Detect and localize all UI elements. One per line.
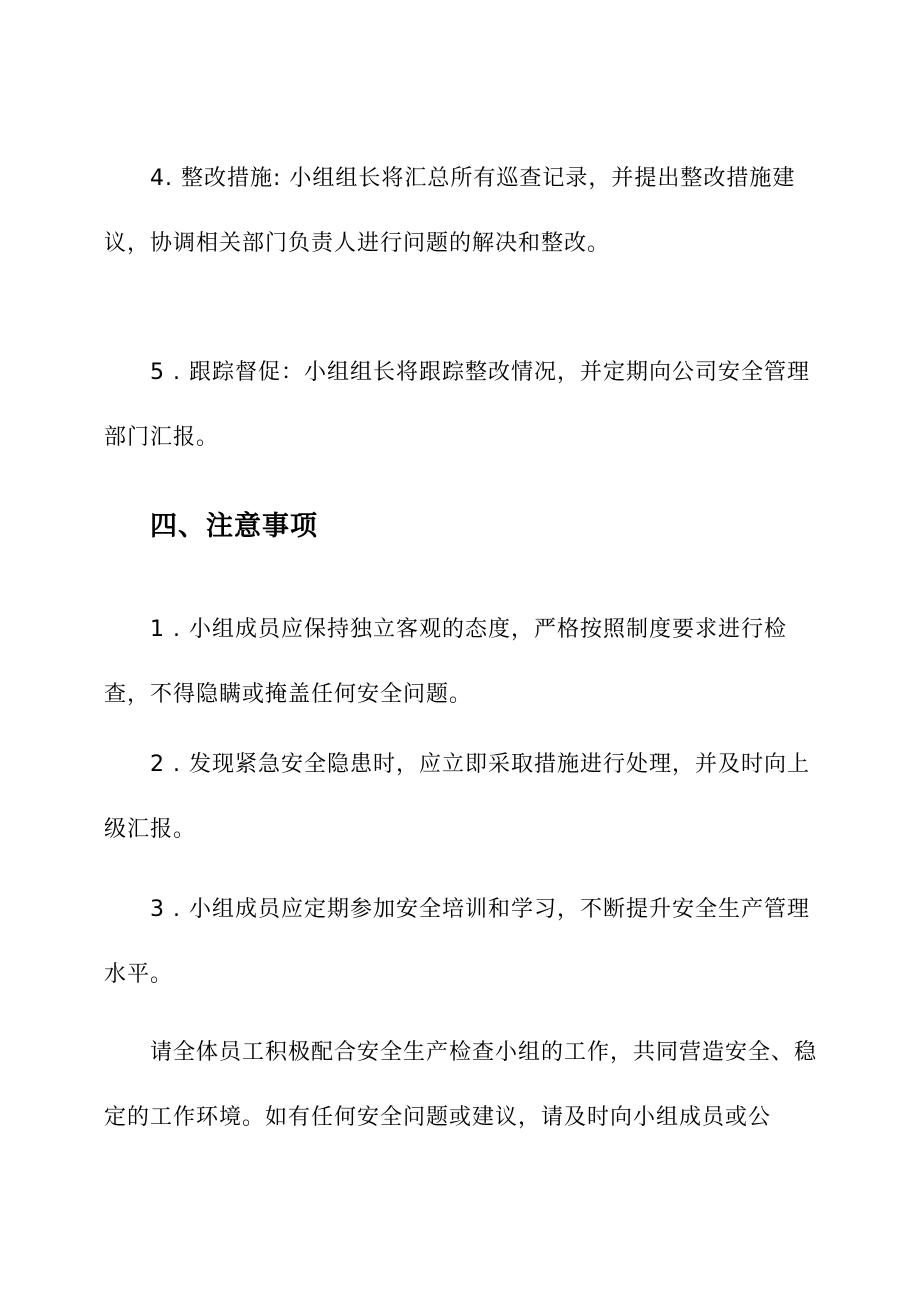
section-heading-notes: 四、注意事项 <box>150 511 318 542</box>
closing-paragraph: 请全体员工积极配合安全生产检查小组的工作，共同营造安全、稳定的工作环境。如有任何安全问题或建议，请及时向小组成员或公 <box>104 1040 818 1130</box>
note-item-2: 2 . 发现紧急安全隐患时，应立即采取措施进行处理，并及时向上级汇报。 <box>104 752 810 842</box>
note-item-1: 1 . 小组成员应保持独立客观的态度，严格按照制度要求进行检查，不得隐瞒或掩盖任何安全问题。 <box>104 617 787 707</box>
paragraph-follow-up-supervision: 5 . 跟踪督促：小组组长将跟踪整改情况，并定期向公司安全管理部门汇报。 <box>104 360 810 450</box>
paragraph-rectification-measures: 4. 整改措施: 小组组长将汇总所有巡查记录，并提出整改措施建议，协调相关部门负责人进行问题的解决和整改。 <box>104 166 796 256</box>
note-item-3: 3 . 小组成员应定期参加安全培训和学习，不断提升安全生产管理水平。 <box>104 897 810 987</box>
